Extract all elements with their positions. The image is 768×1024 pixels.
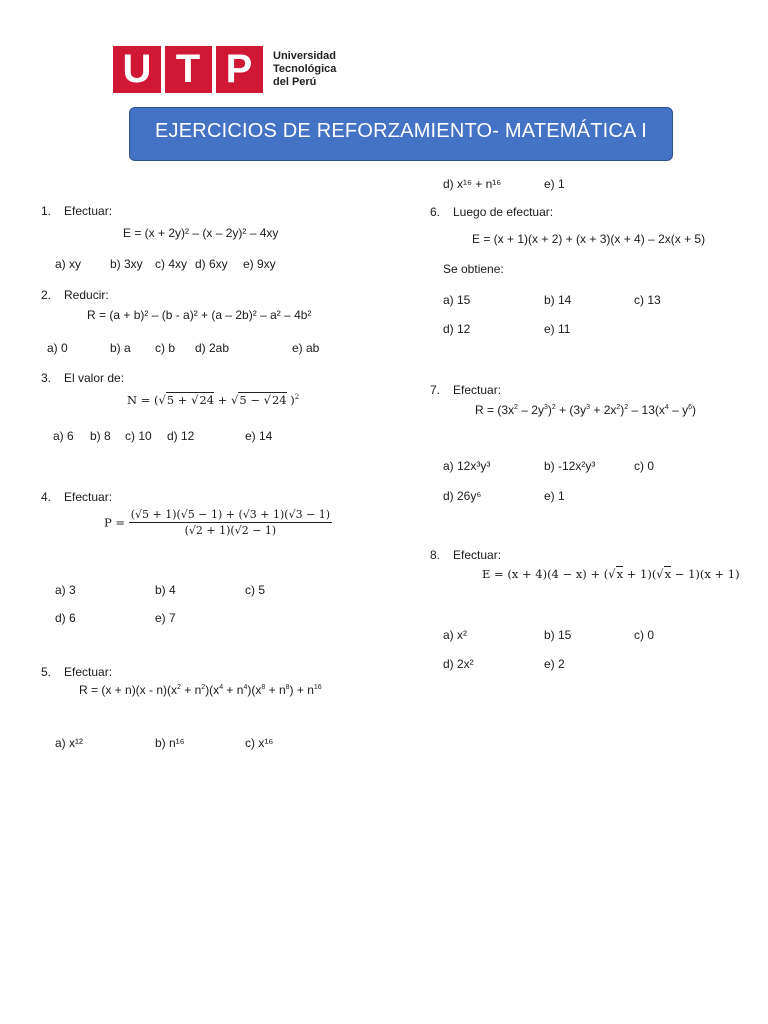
option: c) 10 <box>125 429 152 443</box>
option: c) 4xy <box>155 257 188 271</box>
option: b) 3xy <box>110 257 143 271</box>
option: c) b <box>155 341 176 355</box>
option: d) 2x² <box>443 657 474 671</box>
option: d) 12 <box>443 322 471 336</box>
problem-3-formula: N = (√5 + √24 + √5 − √24 )$^2$ <box>127 393 300 407</box>
title-banner <box>129 107 673 161</box>
option: a) x² <box>443 628 467 642</box>
problem-8-header: 8. Efectuar: <box>430 548 502 562</box>
option: e) 9xy <box>243 257 276 271</box>
option: a) 6 <box>53 429 74 443</box>
logo-divider <box>161 46 165 93</box>
option: e) 14 <box>245 429 273 443</box>
logo-divider <box>212 46 216 93</box>
option: e) 1 <box>544 489 565 503</box>
logo-letter-t: T <box>175 47 201 91</box>
logo-letter-u: U <box>122 47 152 91</box>
option: d) x¹⁶ + n¹⁶ <box>443 177 502 191</box>
university-name: Universidad Tecnológica del Perú <box>273 50 337 88</box>
option: e) ab <box>292 341 320 355</box>
option: b) a <box>110 341 131 355</box>
option: e) 11 <box>544 322 571 336</box>
utp-logo-block <box>113 46 263 93</box>
option: c) 13 <box>634 293 661 307</box>
option: a) x¹² <box>55 736 83 750</box>
problem-2-formula: R = (a + b)² – (b - a)² + (a – 2b)² – a² – 4b² <box>87 308 312 322</box>
option: c) 0 <box>634 459 655 473</box>
problem-8-formula: E = (x + 4)(4 − x) + (√x + 1)(√x − 1)(x + 1) <box>482 567 740 581</box>
option: d) 6 <box>55 611 76 625</box>
option: b) n¹⁶ <box>155 736 185 750</box>
option: c) x¹⁶ <box>245 736 274 750</box>
option: d) 6xy <box>195 257 228 271</box>
logo-letter-p: P <box>225 47 253 91</box>
option: d) 12 <box>167 429 195 443</box>
problem-6-header: 6. Luego de efectuar: <box>430 205 554 219</box>
problem-5-formula: $R = (x + n)(x - n)(x^2 + n^2)(x^4 + n^4)(x^8 + n^8) + n^{16}$ <box>79 683 322 697</box>
page-title: EJERCICIOS DE REFORZAMIENTO- MATEMÁTICA I <box>155 120 647 142</box>
option: c) 0 <box>634 628 655 642</box>
option: a) xy <box>55 257 82 271</box>
option: b) 15 <box>544 628 572 642</box>
option: a) 3 <box>55 583 76 597</box>
problem-4-header: 4. Efectuar: <box>41 490 113 504</box>
option: d) 2ab <box>195 341 230 355</box>
option: c) 5 <box>245 583 266 597</box>
option: e) 2 <box>544 657 565 671</box>
problem-3-header: 3. El valor de: <box>41 371 125 385</box>
problem-1-header: 1. Efectuar: <box>41 204 113 218</box>
option: e) 7 <box>155 611 176 625</box>
problem-6-formula: E = (x + 1)(x + 2) + (x + 3)(x + 4) – 2x(x + 5) <box>472 232 706 246</box>
option: a) 12x³y³ <box>443 459 491 473</box>
option: e) 1 <box>544 177 565 191</box>
option: d) 26y⁶ <box>443 489 482 503</box>
problem-5-header: 5. Efectuar: <box>41 665 113 679</box>
problem-6-note: Se obtiene: <box>443 262 504 276</box>
problem-1-formula: E = (x + 2y)² – (x – 2y)² – 4xy <box>123 226 279 240</box>
option: b) 4 <box>155 583 176 597</box>
problem-2-header: 2. Reducir: <box>41 288 109 302</box>
option: b) 14 <box>544 293 572 307</box>
option: b) 8 <box>90 429 111 443</box>
option: a) 15 <box>443 293 471 307</box>
utp-logo <box>113 46 345 93</box>
problem-7-formula: $R = (3x^2 - 2y^3)^2 + (3y^3 + 2x^2)^2 - 13(x^4 - y^6)$ <box>475 403 697 417</box>
problem-7-header: 7. Efectuar: <box>430 383 502 397</box>
problem-4-formula: P = $\frac{(√5 + 1)(√5 - 1) + (√3 + 1)(√3 - 1)}{(√2 + 1)(√2 - 1)}$ <box>104 508 331 537</box>
option: a) 0 <box>47 341 68 355</box>
option: b) -12x²y³ <box>544 459 596 473</box>
